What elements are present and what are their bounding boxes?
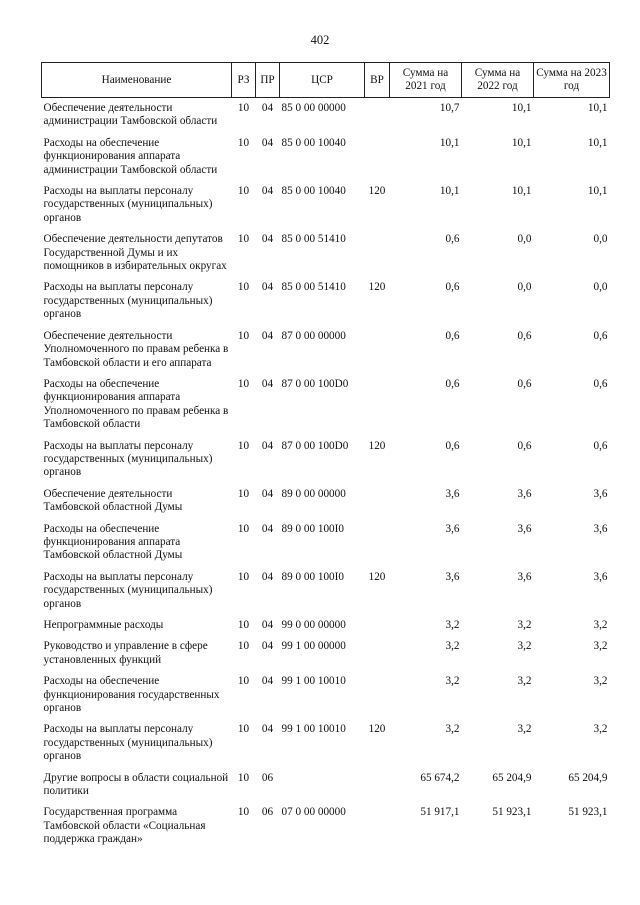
cell-pr: 04 (261, 439, 274, 452)
cell-sum-2023: 3,2 (593, 723, 608, 736)
cell-csr: 89 0 00 100I0 (281, 570, 344, 583)
table-row (42, 233, 610, 281)
cell-vr: 120 (368, 723, 386, 736)
cell-name: Руководство и управление в сфере установленных функций (43, 640, 208, 666)
cell-pr: 04 (261, 233, 274, 246)
cell-sum-2022: 3,2 (517, 723, 532, 736)
header-csr: ЦСР (280, 63, 365, 98)
cell-name: Расходы на обеспечение функционирования государственных органов (43, 675, 220, 715)
cell-rz: 10 (237, 570, 250, 583)
table-row (42, 440, 610, 488)
cell-pr: 04 (261, 487, 274, 500)
cell-vr (365, 233, 390, 281)
table-row (42, 378, 610, 440)
cell-sum-2022: 10,1 (511, 102, 532, 114)
cell-csr: 07 0 00 00000 (281, 806, 346, 819)
cell-csr: 99 1 00 10010 (281, 723, 346, 736)
cell-sum-2022: 51 923,1 (492, 806, 532, 819)
cell-sum-2023: 0,6 (593, 439, 608, 452)
cell-sum-2021: 0,6 (445, 377, 460, 390)
cell-rz: 10 (237, 723, 250, 736)
cell-name: Обеспечение деятельности депутатов Государственной Думы и их помощников в избирательных округах (43, 233, 227, 273)
header-sum-2021: Сумма на 2021 год (390, 63, 462, 98)
budget-table (41, 62, 610, 855)
cell-sum-2021: 3,2 (445, 675, 460, 688)
cell-sum-2022: 0,6 (517, 329, 532, 342)
table-row (42, 619, 610, 640)
header-sum-2022: Сумма на 2022 год (462, 63, 534, 98)
cell-sum-2023: 0,0 (593, 281, 608, 294)
cell-name: Расходы на выплаты персоналу государственных (муниципальных) органов (43, 570, 213, 610)
cell-pr: 04 (261, 522, 274, 535)
cell-csr: 85 0 00 51410 (281, 281, 346, 294)
cell-sum-2021: 10,1 (439, 185, 460, 198)
cell-name: Расходы на обеспечение функционирования аппарата Тамбовской областной Думы (43, 522, 183, 562)
table-header-row (42, 63, 610, 98)
cell-vr (365, 772, 390, 807)
cell-sum-2023: 3,2 (593, 640, 608, 653)
cell-csr: 89 0 00 100I0 (281, 522, 344, 535)
cell-name: Обеспечение деятельности Уполномоченного по правам ребенка в Тамбовской области и его аппарата (43, 329, 229, 369)
cell-sum-2021: 10,1 (439, 136, 460, 149)
cell-csr: 87 0 00 00000 (281, 329, 346, 342)
cell-name: Расходы на выплаты персоналу государственных (муниципальных) органов (43, 723, 213, 763)
cell-sum-2023: 10,1 (587, 185, 608, 198)
cell-rz: 10 (237, 619, 250, 631)
cell-pr: 04 (261, 675, 274, 688)
cell-vr: 120 (368, 439, 386, 452)
cell-sum-2023: 3,6 (593, 487, 608, 500)
header-name: Наименование (42, 63, 232, 98)
cell-sum-2023: 3,2 (593, 675, 608, 688)
cell-sum-2021: 65 674,2 (420, 771, 460, 784)
cell-sum-2023: 65 204,9 (568, 771, 608, 784)
cell-name: Расходы на выплаты персоналу государственных (муниципальных) органов (43, 185, 213, 224)
cell-sum-2021: 3,2 (445, 723, 460, 736)
cell-vr (365, 98, 390, 137)
cell-sum-2021: 51 917,1 (420, 806, 460, 819)
table-row (42, 772, 610, 807)
cell-pr: 04 (261, 281, 274, 294)
cell-rz: 10 (237, 675, 250, 688)
cell-pr: 04 (261, 136, 274, 149)
cell-name: Государственная программа Тамбовской области «Социальная поддержка граждан» (43, 806, 206, 846)
cell-sum-2022: 0,6 (517, 439, 532, 452)
cell-sum-2023: 51 923,1 (568, 806, 608, 819)
cell-name: Другие вопросы в области социальной политики (43, 771, 229, 798)
cell-vr (365, 488, 390, 523)
cell-sum-2022: 3,6 (517, 487, 532, 500)
cell-vr: 120 (368, 281, 386, 294)
cell-rz: 10 (237, 771, 250, 784)
cell-sum-2021: 3,6 (445, 487, 460, 500)
cell-rz: 10 (237, 329, 250, 342)
cell-vr (365, 619, 390, 640)
cell-sum-2022: 10,1 (511, 185, 532, 198)
cell-rz: 10 (237, 102, 250, 114)
cell-sum-2022: 65 204,9 (492, 771, 532, 784)
cell-pr: 04 (261, 329, 274, 342)
cell-sum-2021: 0,6 (445, 281, 460, 294)
cell-pr: 06 (261, 771, 274, 784)
page-number: 402 (310, 33, 330, 47)
table-row (42, 723, 610, 771)
cell-sum-2021: 10,7 (439, 102, 460, 114)
cell-sum-2022: 3,6 (517, 522, 532, 535)
cell-sum-2022: 0,6 (517, 377, 532, 390)
cell-csr: 99 1 00 10010 (281, 675, 346, 688)
cell-csr: 89 0 00 00000 (281, 487, 346, 500)
cell-rz: 10 (237, 185, 250, 198)
table-row (42, 571, 610, 619)
cell-sum-2021: 0,6 (445, 233, 460, 246)
cell-vr: 120 (368, 185, 386, 198)
cell-pr: 04 (261, 723, 274, 736)
cell-sum-2022: 0,0 (517, 233, 532, 246)
cell-rz: 10 (237, 640, 250, 653)
cell-csr: 85 0 00 51410 (281, 233, 346, 246)
table-row (42, 281, 610, 329)
cell-name: Обеспечение деятельности администрации Тамбовской области (43, 102, 218, 128)
cell-sum-2023: 0,0 (593, 233, 608, 246)
cell-pr: 04 (261, 377, 274, 390)
cell-sum-2023: 3,6 (593, 570, 608, 583)
cell-sum-2023: 3,6 (593, 522, 608, 535)
cell-pr: 04 (261, 185, 274, 198)
cell-sum-2021: 3,2 (445, 619, 460, 631)
cell-vr (365, 330, 390, 378)
cell-csr: 87 0 00 100D0 (281, 439, 349, 452)
cell-sum-2021: 3,6 (445, 570, 460, 583)
cell-name: Расходы на обеспечение функционирования аппарата Уполномоченного по правам ребенка в Тамбовской области (43, 377, 229, 431)
cell-csr (280, 772, 365, 807)
cell-vr (365, 523, 390, 571)
table-row (42, 98, 610, 137)
cell-sum-2023: 10,1 (587, 136, 608, 149)
cell-rz: 10 (237, 233, 250, 246)
cell-rz: 10 (237, 136, 250, 149)
cell-sum-2021: 3,2 (445, 640, 460, 653)
header-rz: РЗ (232, 63, 256, 98)
cell-csr: 85 0 00 10040 (281, 136, 346, 149)
cell-vr (365, 806, 390, 854)
cell-csr: 85 0 00 10040 (281, 185, 346, 198)
cell-csr: 85 0 00 00000 (281, 102, 346, 114)
cell-rz: 10 (237, 487, 250, 500)
cell-vr (365, 137, 390, 185)
header-vr: ВР (365, 63, 390, 98)
table-row (42, 185, 610, 233)
cell-csr: 87 0 00 100D0 (281, 377, 349, 390)
cell-pr: 04 (261, 102, 274, 114)
table-row (42, 675, 610, 723)
cell-vr: 120 (368, 570, 386, 583)
cell-rz: 10 (237, 522, 250, 535)
table-row (42, 137, 610, 185)
cell-sum-2023: 10,1 (587, 102, 608, 114)
header-pr: ПР (256, 63, 280, 98)
cell-pr: 06 (261, 806, 274, 819)
cell-pr: 04 (261, 640, 274, 653)
cell-sum-2023: 0,6 (593, 377, 608, 390)
cell-pr: 04 (261, 619, 274, 631)
cell-name: Расходы на выплаты персоналу государственных (муниципальных) органов (43, 281, 213, 321)
table-row (42, 640, 610, 675)
cell-rz: 10 (237, 806, 250, 819)
cell-sum-2022: 3,6 (517, 570, 532, 583)
header-sum-2023: Сумма на 2023 год (534, 63, 610, 98)
cell-vr (365, 675, 390, 723)
table-row (42, 806, 610, 854)
cell-sum-2021: 0,6 (445, 329, 460, 342)
cell-sum-2022: 3,2 (517, 619, 532, 631)
cell-sum-2022: 3,2 (517, 675, 532, 688)
cell-vr (365, 378, 390, 440)
cell-csr: 99 1 00 00000 (281, 640, 346, 653)
cell-sum-2023: 0,6 (593, 329, 608, 342)
cell-vr (365, 640, 390, 675)
cell-rz: 10 (237, 439, 250, 452)
cell-sum-2022: 0,0 (517, 281, 532, 294)
table-row (42, 523, 610, 571)
cell-name: Непрограммные расходы (43, 619, 164, 631)
cell-sum-2023: 3,2 (593, 619, 608, 631)
cell-sum-2022: 3,2 (517, 640, 532, 653)
cell-sum-2022: 10,1 (511, 136, 532, 149)
cell-name: Расходы на выплаты персоналу государственных (муниципальных) органов (43, 439, 213, 479)
cell-rz: 10 (237, 377, 250, 390)
table-row (42, 488, 610, 523)
cell-sum-2021: 0,6 (445, 439, 460, 452)
cell-sum-2021: 3,6 (445, 522, 460, 535)
cell-name: Расходы на обеспечение функционирования аппарата администрации Тамбовской области (43, 136, 218, 176)
table-row (42, 330, 610, 378)
cell-pr: 04 (261, 570, 274, 583)
cell-csr: 99 0 00 00000 (281, 619, 346, 631)
cell-name: Обеспечение деятельности Тамбовской областной Думы (43, 487, 183, 514)
cell-rz: 10 (237, 281, 250, 294)
table-body (42, 98, 610, 855)
